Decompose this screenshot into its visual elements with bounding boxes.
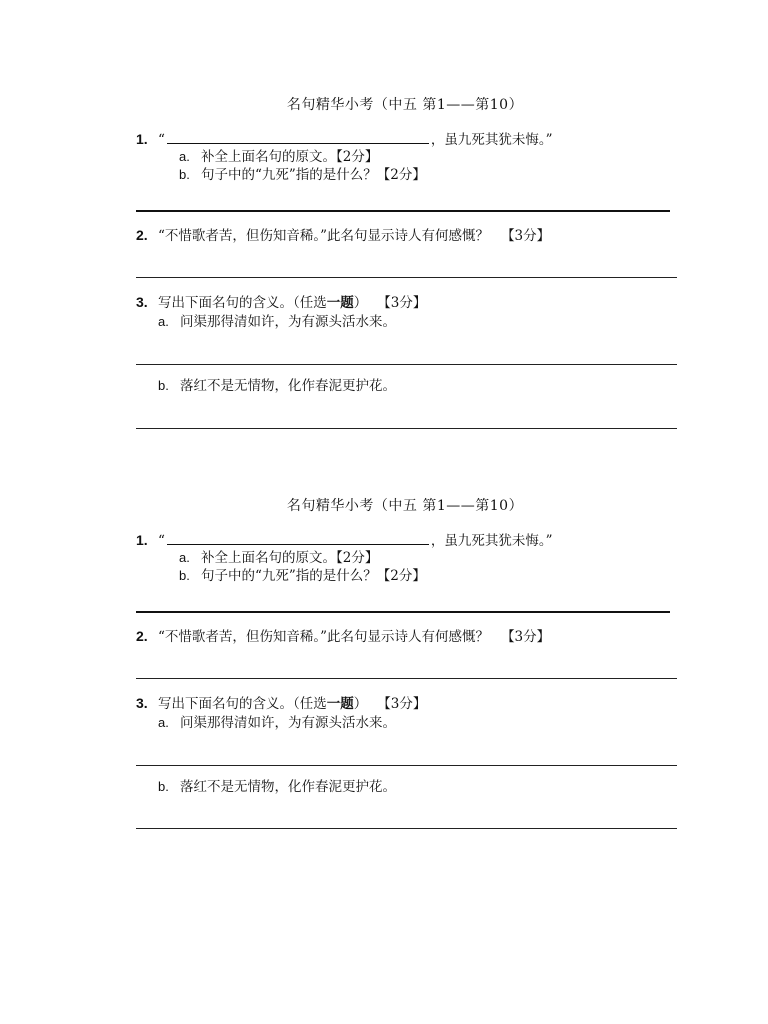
question-3-score: 【3分】 [377,696,427,712]
question-1a [179,148,378,166]
question-1b-text: 句子中的“九死”指的是什么？【2分】 [201,167,426,183]
question-3b [158,778,396,796]
question-1-text: ，虽九死其犹未悔。” [430,533,553,549]
question-3-text: 写出下面名句的含义。（任选 [158,295,327,311]
question-3-emphasis: 一题 [326,295,354,311]
question-3-text-end: ） [353,696,368,712]
answer-line[interactable] [136,828,677,829]
question-3-emphasis: 一题 [326,696,354,712]
question-1a-letter: a. [179,550,190,565]
fill-in-blank[interactable] [167,131,429,144]
question-2-number: 2. [136,628,148,644]
answer-line[interactable] [136,210,670,212]
question-1a-text: 补全上面名句的原文。【2分】 [201,550,379,566]
question-2-number: 2. [136,227,148,243]
quiz-title: 名句精华小考（中五 第1——第10） [286,97,524,113]
question-2-score: 【3分】 [501,629,551,645]
question-1b-letter: b. [179,568,190,583]
question-3a-text: 问渠那得清如许，为有源头活水来。 [180,314,396,330]
question-3a-letter: a. [158,715,169,730]
open-quote: “ [158,132,165,148]
question-3b-letter: b. [158,378,169,393]
question-3-text-end: ） [353,295,368,311]
quiz-copy-2 [0,401,768,801]
question-1a [179,549,378,567]
answer-line[interactable] [136,765,677,766]
question-3-number: 3. [136,294,148,310]
question-2-text: “不惜歌者苦，但伤知音稀。”此名句显示诗人有何感慨？ [158,629,490,645]
question-1-number: 1. [136,131,148,147]
answer-line[interactable] [136,678,677,679]
question-1-text: ，虽九死其犹未悔。” [430,132,553,148]
answer-line[interactable] [136,364,677,365]
question-1 [136,531,553,550]
question-3a [158,714,396,732]
answer-line[interactable] [136,277,677,278]
question-3a-text: 问渠那得清如许，为有源头活水来。 [180,715,396,731]
question-1b-text: 句子中的“九死”指的是什么？【2分】 [201,568,426,584]
question-1b [179,166,426,184]
question-3-text: 写出下面名句的含义。（任选 [158,696,327,712]
question-1 [136,130,553,149]
question-2-score: 【3分】 [501,228,551,244]
question-3b-letter: b. [158,779,169,794]
question-3b [158,377,396,395]
open-quote: “ [158,533,165,549]
question-1b [179,567,426,585]
question-2-text: “不惜歌者苦，但伤知音稀。”此名句显示诗人有何感慨？ [158,228,490,244]
answer-line[interactable] [136,611,670,613]
question-3-score: 【3分】 [377,295,427,311]
question-3 [136,694,426,713]
question-3b-text: 落红不是无情物，化作春泥更护花。 [180,779,396,795]
question-1a-text: 补全上面名句的原文。【2分】 [201,149,379,165]
question-2 [136,226,550,245]
question-2 [136,627,550,646]
question-3 [136,293,426,312]
question-3a-letter: a. [158,314,169,329]
fill-in-blank[interactable] [167,532,429,545]
question-3-number: 3. [136,695,148,711]
question-3b-text: 落红不是无情物，化作春泥更护花。 [180,378,396,394]
question-1b-letter: b. [179,167,190,182]
quiz-title: 名句精华小考（中五 第1——第10） [286,498,524,514]
question-3a [158,313,396,331]
question-1-number: 1. [136,532,148,548]
quiz-copy-1 [0,0,768,400]
question-1a-letter: a. [179,149,190,164]
